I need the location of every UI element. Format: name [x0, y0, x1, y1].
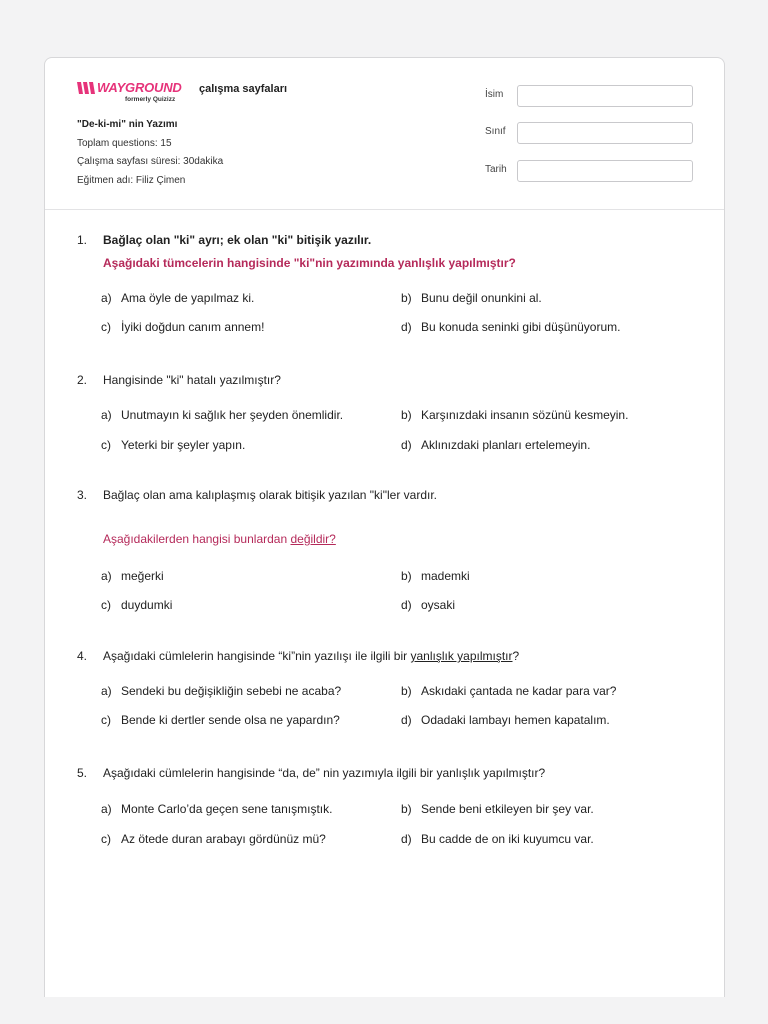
option-text: duydumki	[121, 598, 173, 612]
option-letter: d)	[401, 598, 412, 612]
question-number: 5.	[77, 766, 88, 780]
teacher-name: Eğitmen adı: Filiz Çimen	[77, 174, 186, 186]
option-text: Aklınızdaki planları ertelemeyin.	[421, 438, 591, 452]
option-text: Sendeki bu değişikliğin sebebi ne acaba?	[121, 684, 342, 698]
question-stem	[103, 649, 519, 663]
option-d[interactable]	[401, 713, 610, 727]
option-b[interactable]	[401, 802, 594, 816]
option-b[interactable]	[401, 408, 628, 422]
brand-suffix: çalışma sayfaları	[199, 83, 288, 95]
option-text: meğerki	[121, 569, 164, 583]
option-letter: d)	[401, 438, 412, 452]
worksheet-meta	[77, 116, 223, 190]
option-text: mademki	[421, 569, 470, 583]
option-letter: a)	[101, 569, 112, 583]
brand-subtitle: formerly Quizizz	[125, 96, 176, 103]
option-text: Odadaki lambayı hemen kapatalım.	[421, 713, 610, 727]
option-letter: a)	[101, 291, 112, 305]
option-letter: a)	[101, 684, 112, 698]
class-input[interactable]	[517, 122, 693, 144]
option-d[interactable]	[401, 320, 620, 334]
stem-end: ?	[512, 649, 520, 663]
option-text: Karşınızdaki insanın sözünü kesmeyin.	[421, 408, 629, 422]
option-c[interactable]	[101, 320, 264, 334]
total-questions: Toplam questions: 15	[77, 137, 172, 149]
question-number: 1.	[77, 233, 88, 247]
worksheet-title: "De-ki-mi" nin Yazımı	[77, 119, 178, 130]
option-letter: d)	[401, 320, 412, 334]
date-input[interactable]	[517, 160, 693, 182]
option-letter: a)	[101, 802, 112, 816]
question-number: 2.	[77, 373, 88, 387]
name-input[interactable]	[517, 85, 693, 107]
option-letter: d)	[401, 713, 412, 727]
option-letter: d)	[401, 832, 412, 846]
question-stem: Hangisinde "ki" hatalı yazılmıştır?	[103, 373, 281, 387]
question-stem: Aşağıdaki cümlelerin hangisinde “da, de” nin yazımıyla ilgili bir yanlışlık yapılmıştır?	[103, 766, 546, 780]
stem-emphasis: yanlışlık yapılmıştır	[410, 649, 513, 663]
option-a[interactable]	[101, 684, 341, 698]
option-text: Unutmayın ki sağlık her şeyden önemlidir.	[121, 408, 344, 422]
option-d[interactable]	[401, 438, 590, 452]
prompt-text: Aşağıdakilerden hangisi bunlardan	[103, 532, 291, 546]
option-a[interactable]	[101, 291, 254, 305]
option-text: Askıdaki çantada ne kadar para var?	[421, 684, 617, 698]
option-text: Monte Carlo’da geçen sene tanışmıştık.	[121, 802, 333, 816]
question-prompt: Aşağıdaki tümcelerin hangisinde "ki"nin yazımında yanlışlık yapılmıştır?	[103, 256, 516, 270]
option-text: Yeterki bir şeyler yapın.	[121, 438, 246, 452]
option-c[interactable]	[101, 438, 245, 452]
worksheet-page	[44, 57, 725, 997]
question-number: 4.	[77, 649, 88, 663]
option-text: Sende beni etkileyen bir şey var.	[421, 802, 594, 816]
option-b[interactable]	[401, 684, 616, 698]
prompt-emphasis: değildir?	[290, 532, 336, 546]
option-letter: b)	[401, 802, 412, 816]
option-letter: b)	[401, 684, 412, 698]
option-text: Ama öyle de yapılmaz ki.	[121, 291, 255, 305]
option-letter: c)	[101, 832, 111, 846]
option-text: İyiki doğdun canım annem!	[121, 320, 265, 334]
option-letter: b)	[401, 569, 412, 583]
option-a[interactable]	[101, 569, 164, 583]
question-number: 3.	[77, 488, 88, 502]
option-text: Bu konuda seninki gibi düşünüyorum.	[421, 320, 621, 334]
option-letter: c)	[101, 320, 111, 334]
option-d[interactable]	[401, 598, 455, 612]
date-label: Tarih	[485, 164, 507, 175]
option-a[interactable]	[101, 802, 332, 816]
option-letter: b)	[401, 291, 412, 305]
option-a[interactable]	[101, 408, 343, 422]
option-c[interactable]	[101, 598, 172, 612]
option-text: Az ötede duran arabayı gördünüz mü?	[121, 832, 326, 846]
option-c[interactable]	[101, 713, 340, 727]
class-label: Sınıf	[485, 126, 506, 137]
worksheet-duration: Çalışma sayfası süresi: 30dakika	[77, 156, 224, 167]
option-letter: b)	[401, 408, 412, 422]
option-text: oysaki	[421, 598, 456, 612]
worksheet-header	[45, 58, 724, 210]
question-stem: Bağlaç olan "ki" ayrı; ek olan "ki" bitişik yazılır.	[103, 233, 372, 247]
name-label: İsim	[485, 89, 504, 100]
option-b[interactable]	[401, 569, 470, 583]
option-text: Bende ki dertler sende olsa ne yapardın?	[121, 713, 340, 727]
option-d[interactable]	[401, 832, 594, 846]
brand-name: WAYGROUND	[97, 80, 182, 95]
wayground-logo-icon	[77, 82, 97, 94]
question-prompt	[103, 532, 336, 546]
question-stem: Bağlaç olan ama kalıplaşmış olarak bitişik yazılan "ki"ler vardır.	[103, 488, 437, 502]
option-letter: c)	[101, 598, 111, 612]
option-letter: a)	[101, 408, 112, 422]
option-b[interactable]	[401, 291, 542, 305]
option-c[interactable]	[101, 832, 326, 846]
option-letter: c)	[101, 713, 111, 727]
option-text: Bu cadde de on iki kuyumcu var.	[421, 832, 594, 846]
option-text: Bunu değil onunkini al.	[421, 291, 542, 305]
option-letter: c)	[101, 438, 111, 452]
stem-text: Aşağıdaki cümlelerin hangisinde “ki”nin yazılışı ile ilgili bir	[103, 649, 411, 663]
